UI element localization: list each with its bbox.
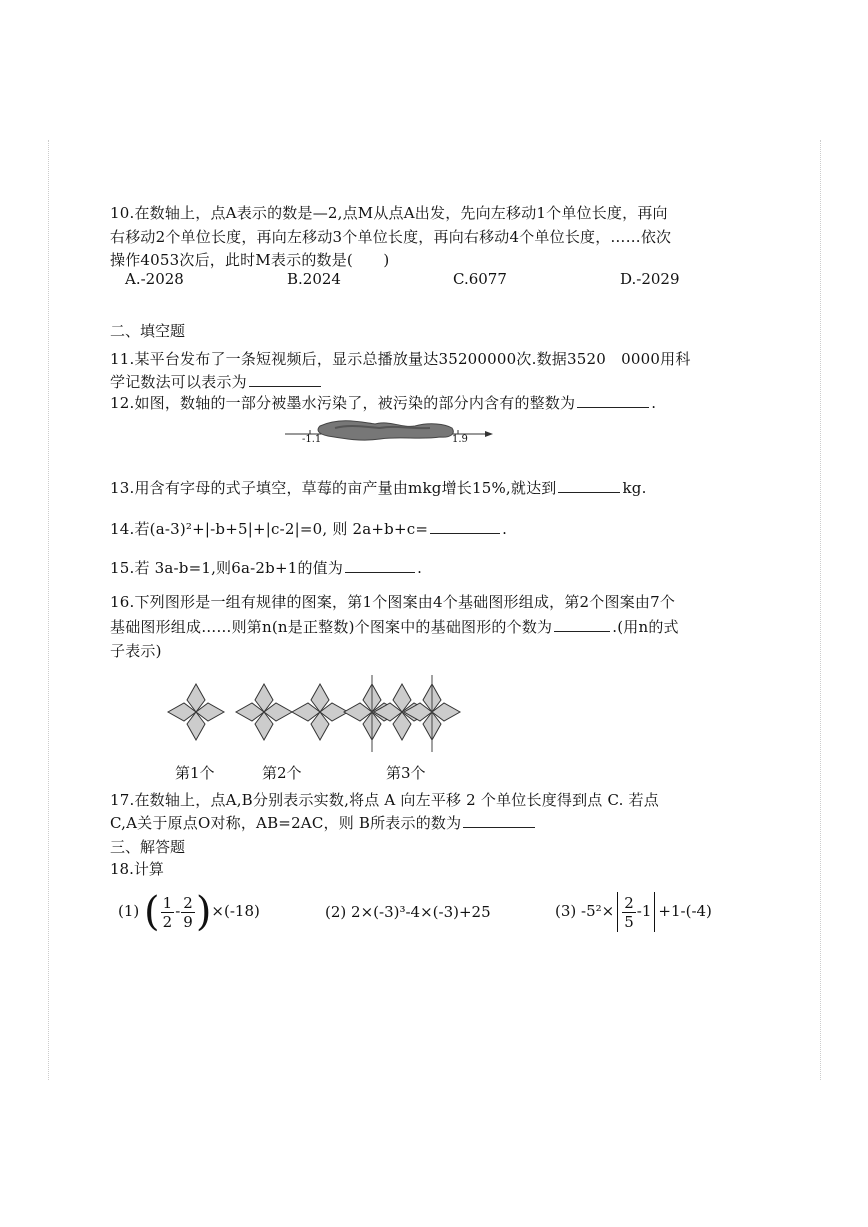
q10-option-b: B.2024 bbox=[287, 270, 341, 288]
q13-text: 13.用含有字母的式子填空，草莓的亩产量由mkg增长15%,就达到 bbox=[110, 479, 557, 497]
q16-line2-tail: .(用n的式 bbox=[612, 618, 679, 636]
q10-line2: 右移动2个单位长度，再向左移动3个单位长度，再向右移动4个单位长度，……依次 bbox=[110, 228, 672, 246]
q11-line2-text: 学记数法可以表示为 bbox=[110, 373, 247, 391]
ink-stain bbox=[318, 421, 453, 440]
minus-sign: - bbox=[175, 902, 181, 920]
q18-part2-expr: 2×(-3)³-4×(-3)+25 bbox=[351, 903, 491, 921]
pattern-figure bbox=[160, 670, 480, 760]
abs-bar-left bbox=[617, 892, 618, 932]
pattern-caption-1: 第1个 bbox=[175, 764, 215, 782]
paren-close: ) bbox=[195, 889, 212, 935]
q18-part1-label: (1) bbox=[118, 902, 140, 920]
minus-one: -1 bbox=[636, 902, 652, 920]
q14-answer-blank[interactable] bbox=[430, 519, 500, 534]
section-fill-in-heading: 二、填空题 bbox=[110, 322, 186, 340]
q11-answer-blank[interactable] bbox=[249, 372, 321, 387]
q16-line2-text: 基础图形组成……则第n(n是正整数)个图案中的基础图形的个数为 bbox=[110, 618, 553, 636]
q13-line bbox=[110, 478, 647, 498]
q12-text: 12.如图，数轴的一部分被墨水污染了，被污染的部分内含有的整数为 bbox=[110, 394, 576, 412]
q18-part3-head: -5²× bbox=[581, 902, 615, 920]
q18-part3-tail: +1-(-4) bbox=[658, 902, 712, 920]
q18-part2 bbox=[325, 903, 491, 921]
q18-part2-label: (2) bbox=[325, 903, 347, 921]
number-line-figure bbox=[280, 412, 500, 452]
scan-edge-left bbox=[48, 140, 49, 1080]
pattern-2 bbox=[236, 684, 348, 740]
fraction-one-half: $\frac{1}{2}$ bbox=[162, 893, 173, 931]
q16-line3: 子表示) bbox=[110, 642, 162, 660]
section-solve-heading: 三、解答题 bbox=[110, 838, 186, 856]
q17-line2-text: C,A关于原点O对称，AB=2AC，则 B所表示的数为 bbox=[110, 814, 462, 832]
q14-text: 14.若(a-3)²+|-b+5|+|c-2|=0, 则 2a+b+c= bbox=[110, 520, 429, 538]
q16-line2 bbox=[110, 617, 679, 637]
pattern-caption-3: 第3个 bbox=[386, 764, 426, 782]
q10-line3: 操作4053次后，此时M表示的数是( ) bbox=[110, 251, 390, 269]
q18-part1 bbox=[118, 889, 260, 935]
q16-answer-blank[interactable] bbox=[554, 617, 610, 632]
q15-text: 15.若 3a-b=1,则6a-2b+1的值为 bbox=[110, 559, 344, 577]
pattern-3 bbox=[344, 675, 460, 752]
q17-answer-blank[interactable] bbox=[463, 813, 535, 828]
q18-part3 bbox=[555, 892, 712, 932]
abs-bar-right bbox=[654, 892, 655, 932]
q12-left-label: -1.1 bbox=[302, 434, 322, 445]
q12-answer-blank[interactable] bbox=[577, 393, 649, 408]
q12-line1: 12.如图，数轴的一部分被墨水污染了，被污染的部分内含有的整数为 . bbox=[110, 394, 657, 412]
number-line-arrow bbox=[485, 431, 493, 437]
q11-line1: 11.某平台发布了一条短视频后，显示总播放量达35200000次.数据3520 0000用科 bbox=[110, 350, 691, 368]
q17-line2 bbox=[110, 813, 537, 833]
q10-option-c: C.6077 bbox=[453, 270, 507, 288]
q13-unit: kg. bbox=[622, 479, 647, 497]
fraction-two-ninths: $\frac{2}{9}$ bbox=[183, 893, 193, 931]
q13-answer-blank[interactable] bbox=[558, 478, 620, 493]
q16-line1: 16.下列图形是一组有规律的图案，第1个图案由4个基础图形组成，第2个图案由7个 bbox=[110, 593, 676, 611]
q15-answer-blank[interactable] bbox=[345, 558, 415, 573]
pattern-caption-2: 第2个 bbox=[262, 764, 302, 782]
q18-part1-tail: ×(-18) bbox=[211, 902, 260, 920]
q10-line1: 10.在数轴上，点A表示的数是—2,点M从点A出发，先向左移动1个单位长度，再向 bbox=[110, 204, 668, 222]
q18-title: 18.计算 bbox=[110, 860, 164, 878]
pattern-1 bbox=[168, 684, 224, 740]
paren-open: ( bbox=[144, 889, 160, 935]
q15-line: 15.若 3a-b=1,则6a-2b+1的值为 . bbox=[110, 559, 423, 577]
q10-option-a: A.-2028 bbox=[125, 270, 184, 288]
q18-part3-label: (3) bbox=[555, 902, 577, 920]
q12-right-label: 1.9 bbox=[452, 434, 468, 445]
q11-line2 bbox=[110, 372, 323, 392]
q10-option-d: D.-2029 bbox=[620, 270, 680, 288]
q17-line1: 17.在数轴上，点A,B分别表示实数,将点 A 向左平移 2 个单位长度得到点 C. 若点 bbox=[110, 791, 659, 809]
fraction-two-fifths: $\frac{2}{5}$ bbox=[624, 893, 634, 931]
scan-edge-right bbox=[820, 140, 821, 1080]
q14-line: 14.若(a-3)²+|-b+5|+|c-2|=0, 则 2a+b+c= . bbox=[110, 520, 508, 538]
